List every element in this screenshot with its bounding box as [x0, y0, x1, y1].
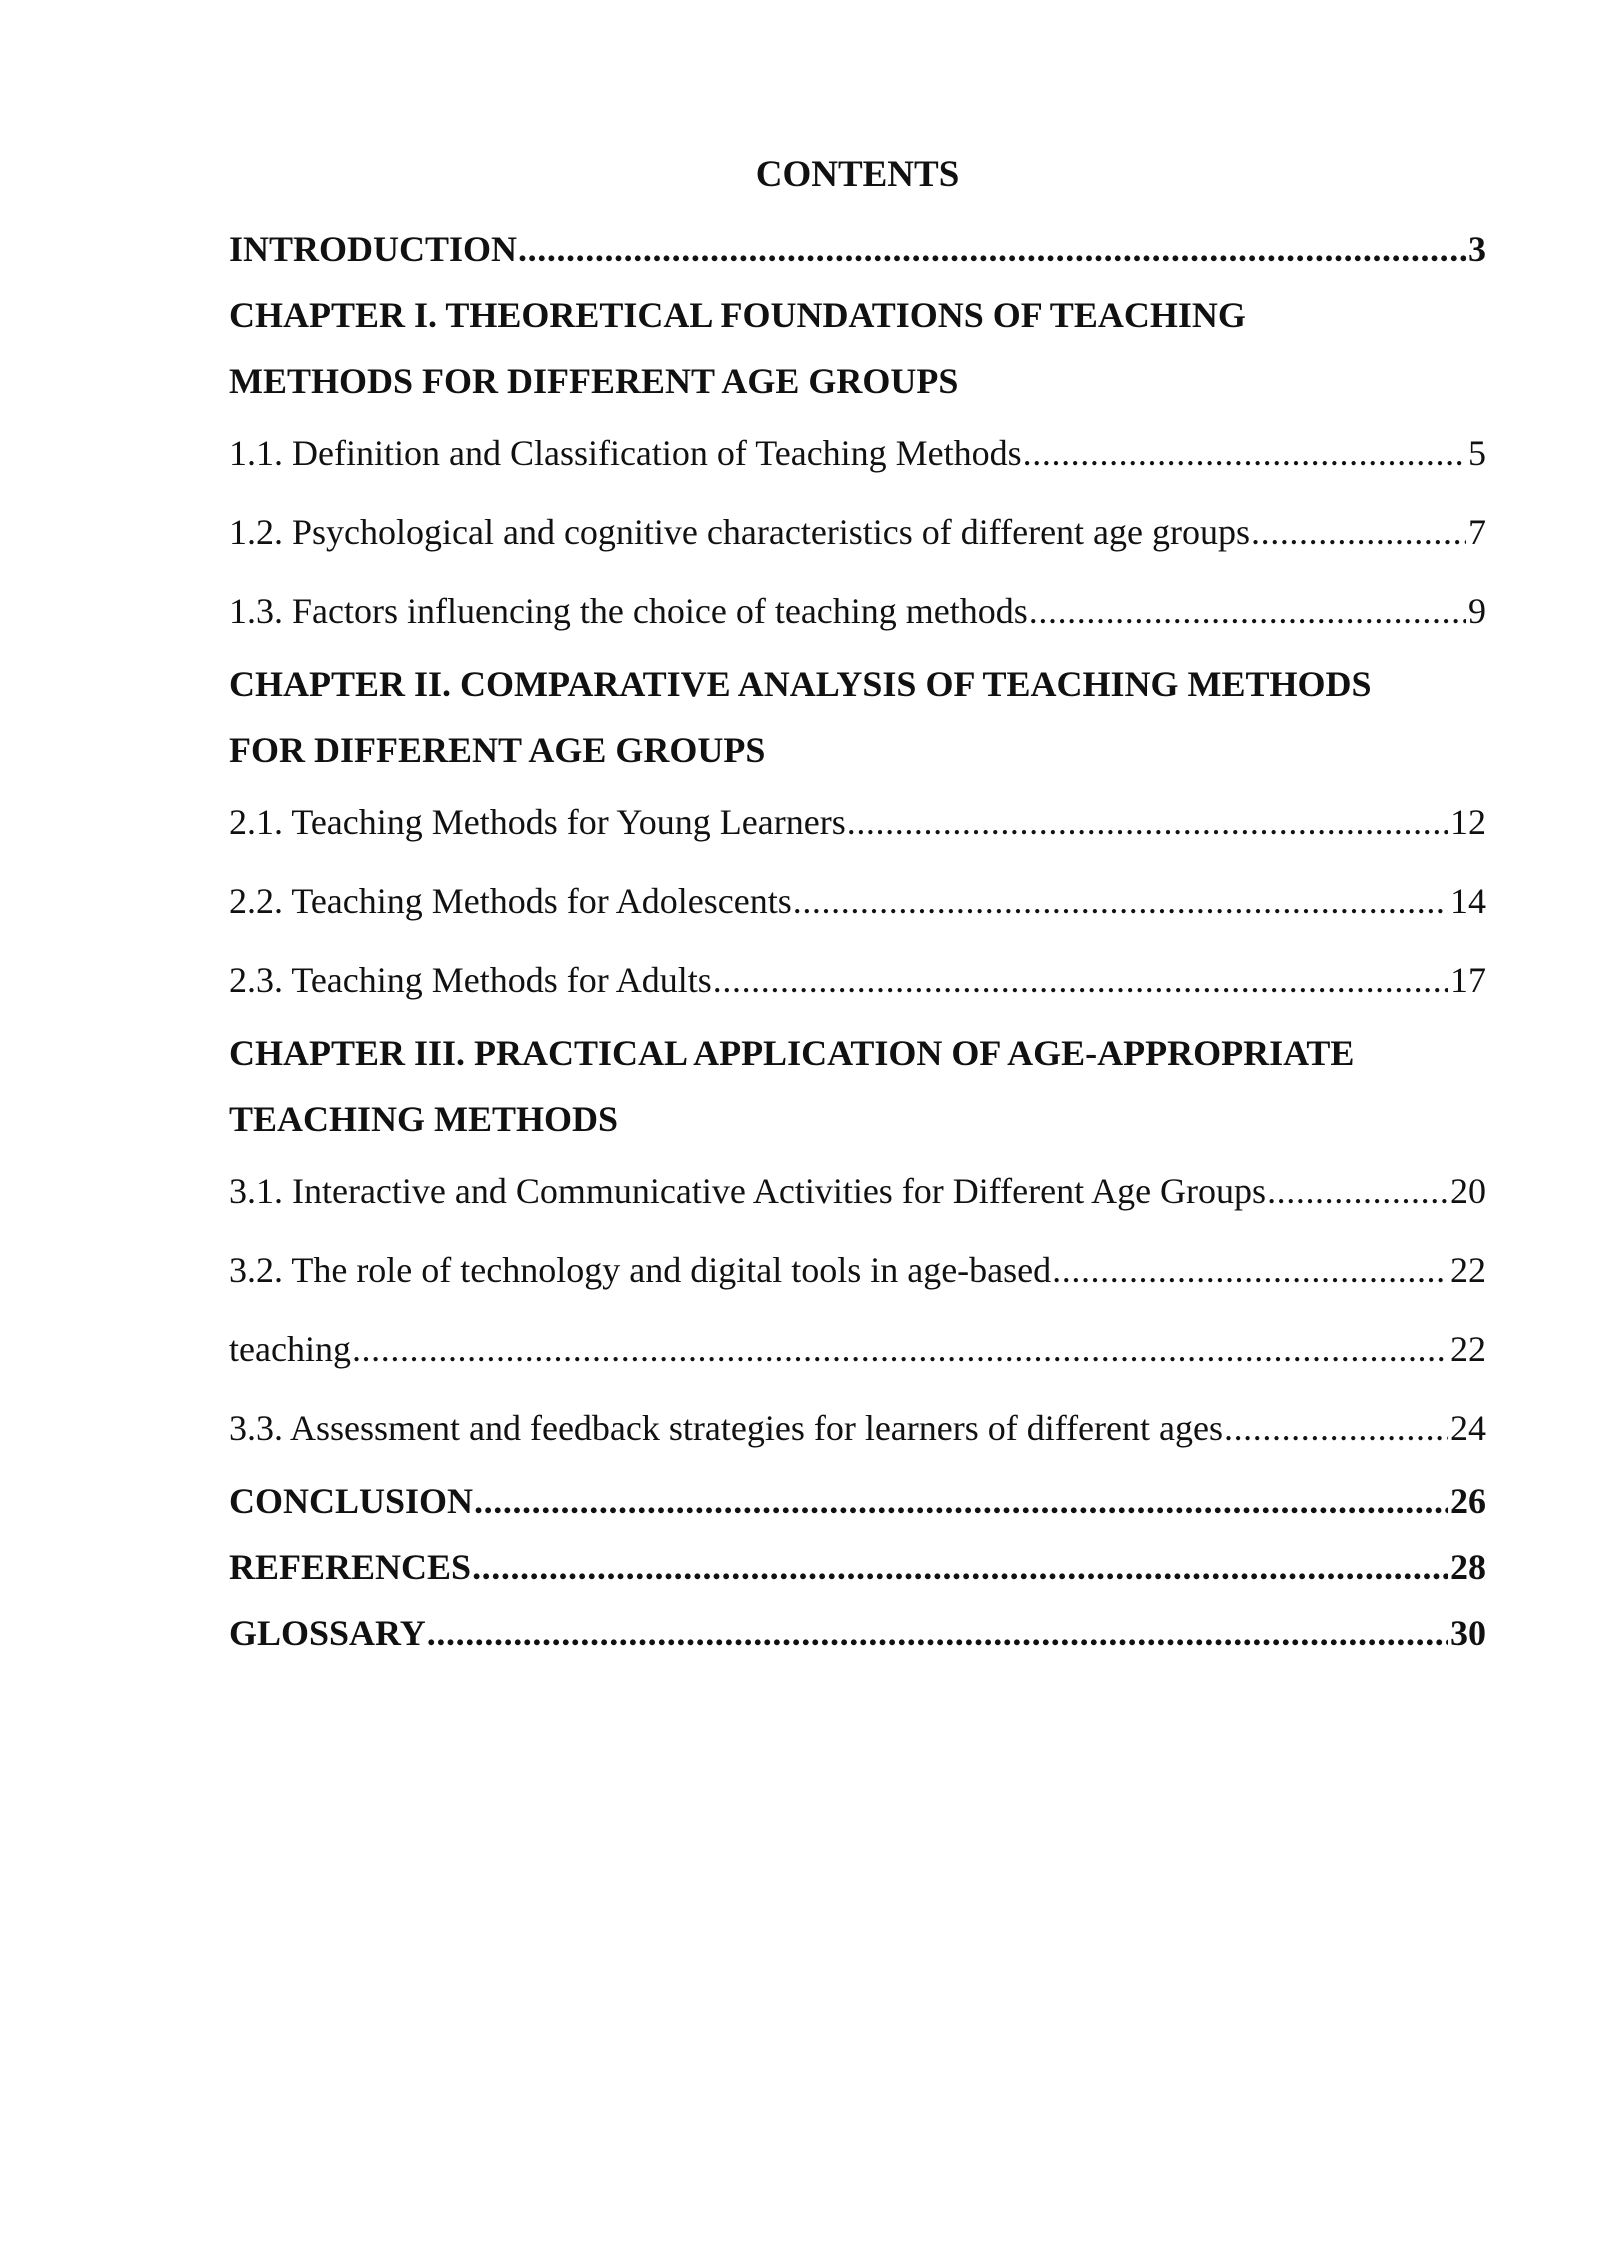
chapter-heading-line: METHODS FOR DIFFERENT AGE GROUPS — [229, 361, 959, 401]
toc-page-number: 22 — [1450, 1250, 1486, 1290]
toc-page-number: 28 — [1450, 1547, 1486, 1587]
dot-leader — [847, 783, 1448, 862]
toc-entry-label: 2.1. Teaching Methods for Young Learners — [229, 802, 846, 842]
dot-leader — [1023, 414, 1466, 493]
dot-leader — [1029, 572, 1466, 651]
toc-chapter-2-heading — [229, 651, 1486, 783]
toc-entry-label: teaching — [229, 1329, 351, 1369]
toc-page-number: 12 — [1450, 802, 1486, 842]
toc-page-number: 9 — [1468, 591, 1486, 631]
toc-entry-2-1[interactable] — [229, 783, 1486, 862]
toc-entry-label: 1.2. Psychological and cognitive characteristics of different age groups — [229, 512, 1251, 552]
chapter-heading-line: TEACHING METHODS — [229, 1099, 619, 1139]
dot-leader — [427, 1600, 1448, 1666]
toc-entry-label: 3.3. Assessment and feedback strategies for learners of different ages — [229, 1408, 1223, 1448]
toc-page-number: 20 — [1450, 1171, 1486, 1211]
toc-page-number: 5 — [1468, 433, 1486, 473]
dot-leader — [793, 862, 1448, 941]
toc-entry-label: 2.3. Teaching Methods for Adults — [229, 960, 712, 1000]
chapter-heading-line: CHAPTER I. THEORETICAL FOUNDATIONS OF TEACHING — [229, 295, 1246, 335]
dot-leader — [518, 216, 1466, 282]
toc-page-number: 3 — [1468, 229, 1486, 269]
toc-entry-3-3[interactable] — [229, 1389, 1486, 1468]
toc-page-number: 22 — [1450, 1329, 1486, 1369]
toc-entry-label: INTRODUCTION — [229, 229, 518, 269]
toc-entry-1-2[interactable] — [229, 493, 1486, 572]
toc-entry-3-1[interactable] — [229, 1152, 1486, 1231]
toc-chapter-3-heading — [229, 1020, 1486, 1152]
toc-entry-glossary[interactable] — [229, 1600, 1486, 1666]
toc-page-number: 30 — [1450, 1613, 1486, 1653]
toc-entry-label: 1.3. Factors influencing the choice of teaching methods — [229, 591, 1028, 631]
toc-entry-label: CONCLUSION — [229, 1481, 474, 1521]
table-of-contents — [229, 150, 1486, 1666]
toc-entry-label: 1.1. Definition and Classification of Teaching Methods — [229, 433, 1022, 473]
toc-chapter-1-heading — [229, 282, 1486, 414]
toc-page-number: 24 — [1450, 1408, 1486, 1448]
toc-page-number: 17 — [1450, 960, 1486, 1000]
dot-leader — [1267, 1152, 1448, 1231]
chapter-heading-line: CHAPTER III. PRACTICAL APPLICATION OF AGE-APPROPRIATE — [229, 1033, 1355, 1073]
chapter-heading-line: CHAPTER II. COMPARATIVE ANALYSIS OF TEACHING METHODS — [229, 664, 1372, 704]
toc-page-number: 14 — [1450, 881, 1486, 921]
toc-page-number: 26 — [1450, 1481, 1486, 1521]
dot-leader — [472, 1534, 1448, 1600]
toc-entry-conclusion[interactable] — [229, 1468, 1486, 1534]
dot-leader — [713, 941, 1448, 1020]
dot-leader — [474, 1468, 1448, 1534]
toc-entry-label: REFERENCES — [229, 1547, 472, 1587]
toc-page-number: 7 — [1468, 512, 1486, 552]
dot-leader — [1052, 1231, 1448, 1310]
toc-entry-references[interactable] — [229, 1534, 1486, 1600]
toc-entry-label: 2.2. Teaching Methods for Adolescents — [229, 881, 792, 921]
dot-leader — [1224, 1389, 1448, 1468]
chapter-heading-line: FOR DIFFERENT AGE GROUPS — [229, 730, 766, 770]
toc-entry-3-2-continued[interactable] — [229, 1310, 1486, 1389]
toc-title: CONTENTS — [755, 154, 960, 195]
toc-entry-2-2[interactable] — [229, 862, 1486, 941]
toc-entry-2-3[interactable] — [229, 941, 1486, 1020]
dot-leader — [352, 1310, 1448, 1389]
dot-leader — [1251, 493, 1466, 572]
toc-entry-3-2[interactable] — [229, 1231, 1486, 1310]
toc-entry-label: 3.2. The role of technology and digital tools in age-based — [229, 1250, 1052, 1290]
toc-entry-1-3[interactable] — [229, 572, 1486, 651]
toc-entry-1-1[interactable] — [229, 414, 1486, 493]
toc-entry-introduction[interactable] — [229, 216, 1486, 282]
toc-end-entries — [229, 1468, 1486, 1666]
toc-entry-label: 3.1. Interactive and Communicative Activities for Different Age Groups — [229, 1171, 1267, 1211]
toc-entry-label: GLOSSARY — [229, 1613, 426, 1653]
